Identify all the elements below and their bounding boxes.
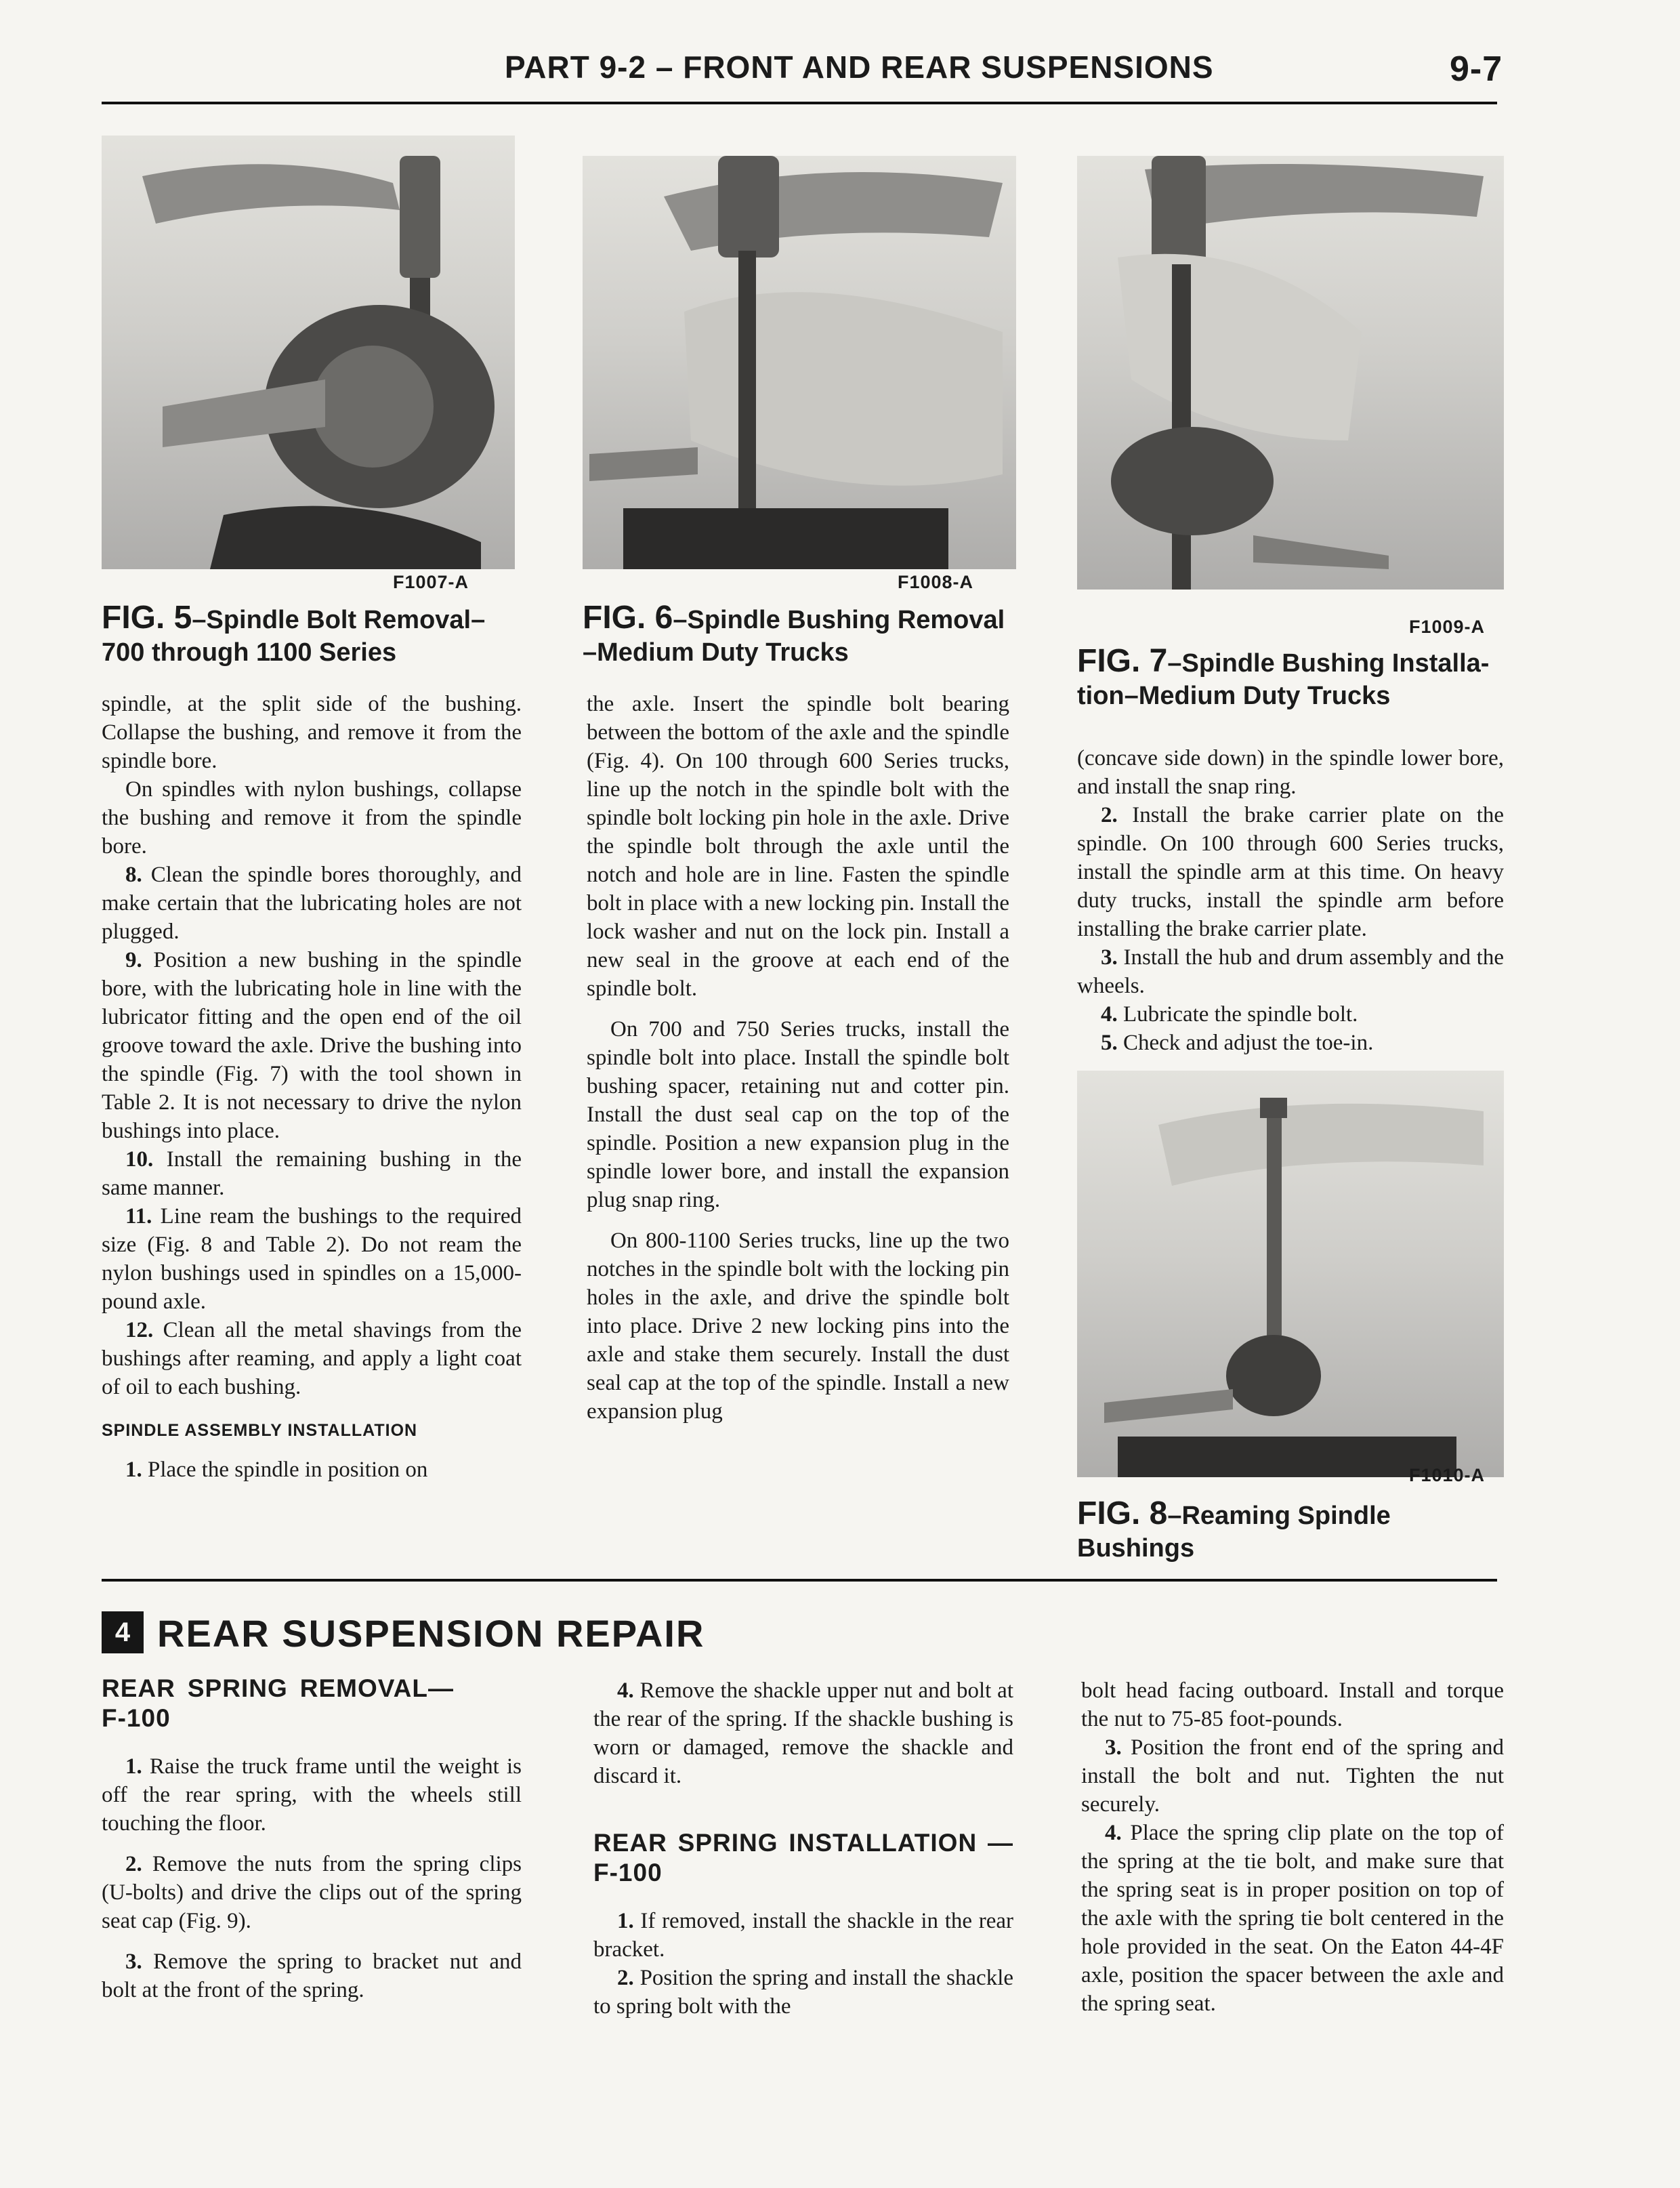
col1-step-11 (102, 1202, 522, 1316)
page-number: 9-7 (1450, 49, 1503, 89)
step-number: 4. (1101, 1002, 1118, 1027)
step-text: Position the front end of the spring and install the bolt and nut. Tighten the nut securely. (1081, 1735, 1504, 1817)
figure-7-caption-text: –Spindle Bushing Installa-tion–Medium Duty Trucks (1077, 649, 1490, 710)
figure-6-number: FIG. 6 (583, 600, 673, 636)
figure-5-caption-text: –Spindle Bolt Removal–700 through 1100 Series (102, 606, 486, 667)
figure-6-caption-text: –Spindle Bushing Removal –Medium Duty Trucks (583, 606, 1005, 667)
rear-col3-paragraph-1: bolt head facing outboard. Install and torque the nut to 75-85 foot-pounds. (1081, 1678, 1504, 1731)
step-text: Position the spring and install the shackle to spring bolt with the (593, 1966, 1014, 2019)
step-number: 12. (125, 1318, 154, 1342)
rear-spring-installation-heading: REAR SPRING INSTALLATION —F-100 (593, 1829, 1013, 1886)
figure-6-code: F1008-A (898, 572, 974, 592)
figure-7-code: F1009-A (1409, 617, 1486, 637)
step-number: 3. (125, 1949, 142, 1974)
step-number: 5. (1101, 1031, 1118, 1055)
step-text: Clean the spindle bores thoroughly, and make certain that the lubricating holes are not plugged. (102, 863, 522, 944)
step-number: 10. (125, 1147, 154, 1172)
rear-removal-step-3 (102, 1947, 522, 2004)
step-text: Position a new bushing in the spindle bore, with the lubricating hole in line with the lubricator fitting and the open end of the oil groove toward the axle. Drive the bushing into the spindle (Fig. 7) with the tool shown in Table 2. It is not necessary to drive the nylon bushings into place. (102, 948, 522, 1143)
col1-step-12 (102, 1316, 522, 1401)
rear-removal-step-2 (102, 1850, 522, 1935)
spindle-bolt-removal-illustration (102, 136, 515, 569)
col3-install-step-4 (1077, 1000, 1504, 1029)
step-text: Remove the shackle upper nut and bolt at the rear of the spring. If the shackle bushing is worn or damaged, remove the shackle and discard it. (593, 1678, 1013, 1788)
step-number: 3. (1101, 945, 1118, 970)
upper-column-1 (102, 690, 522, 1484)
col3-paragraph-1: (concave side down) in the spindle lower bore, and install the snap ring. (1077, 746, 1504, 799)
figure-8-code: F1010-A (1409, 1465, 1486, 1485)
col1-step-10 (102, 1145, 522, 1202)
step-number: 4. (617, 1678, 634, 1703)
step-number: 1. (617, 1909, 634, 1933)
rear-spring-removal-heading: REAR SPRING REMOVAL— F-100 (102, 1674, 454, 1732)
step-number: 11. (125, 1204, 152, 1229)
step-text: Install the brake carrier plate on the spindle. On 100 through 600 Series trucks, install the spindle arm at this time. On heavy duty trucks, install the spindle arm before installing the brake carrier plate. (1077, 803, 1505, 941)
spindle-bushing-installation-illustration (1077, 156, 1504, 590)
running-header: PART 9-2 – FRONT AND REAR SUSPENSIONS (505, 49, 1214, 85)
step-text: Remove the nuts from the spring clips (U-bolts) and drive the clips out of the spring seat cap (Fig. 9). (102, 1852, 522, 1933)
col2-paragraph-2: On 700 and 750 Series trucks, install the spindle bolt into place. Install the spindle bolt bushing spacer, retaining nut and cotter pin. Install the dust seal cap on the top of the spindle. Position a new expansion plug in the spindle lower bore, and install the expansion plug snap ring. (587, 1017, 1009, 1212)
step-text: Install the hub and drum assembly and the wheels. (1077, 945, 1504, 998)
rear-column-1 (102, 1674, 522, 2004)
step-text: Lubricate the spindle bolt. (1123, 1002, 1358, 1027)
figure-5-number: FIG. 5 (102, 600, 192, 636)
step-text: Install the remaining bushing in the same manner. (102, 1147, 522, 1200)
rear-removal-step-4 (593, 1676, 1013, 1790)
header-rule (102, 102, 1497, 104)
section-title: REAR SUSPENSION REPAIR (157, 1612, 705, 1655)
col3-install-step-3 (1077, 943, 1504, 1000)
step-number: 4. (1105, 1821, 1122, 1845)
figure-7-caption (1077, 645, 1497, 712)
step-text: Clean all the metal shavings from the bushings after reaming, and apply a light coat of oil to each bushing. (102, 1318, 522, 1399)
figure-5-caption (102, 602, 522, 669)
rear-column-2 (593, 1676, 1013, 2021)
col3-install-step-5 (1077, 1029, 1504, 1057)
step-text: If removed, install the shackle in the rear bracket. (593, 1909, 1013, 1962)
figure-8-photo (1077, 1071, 1504, 1477)
step-number: 8. (125, 863, 142, 887)
step-text: Line ream the bushings to the required size (Fig. 8 and Table 2). Do not ream the nylon bushings used in spindles on a 15,000-pound axle. (102, 1204, 522, 1314)
rear-install-step-1 (593, 1907, 1013, 1964)
figure-7-number: FIG. 7 (1077, 643, 1168, 679)
rear-install-step-3 (1081, 1733, 1504, 1819)
col3-install-step-2 (1077, 801, 1504, 943)
figure-8-number: FIG. 8 (1077, 1495, 1168, 1531)
figure-7-photo (1077, 156, 1504, 590)
col1-paragraph-2: On spindles with nylon bushings, collapse the bushing and remove it from the spindle bore. (102, 777, 522, 859)
step-number: 9. (125, 948, 142, 972)
figure-5-photo (102, 136, 515, 569)
reaming-spindle-bushings-illustration (1077, 1071, 1504, 1477)
col1-step-9 (102, 946, 522, 1145)
step-text: Place the spring clip plate on the top of the spring at the tie bolt, and make sure that the spring seat is in proper position on top of the axle with the spring tie bolt centered in the hole provided in the seat. On the Eaton 44-4F axle, position the spacer between the axle and the spring seat. (1081, 1821, 1505, 2016)
step-text: Raise the truck frame until the weight is off the rear spring, with the wheels still touching the floor. (102, 1754, 522, 1836)
spindle-assembly-installation-heading: SPINDLE ASSEMBLY INSTALLATION (102, 1421, 418, 1440)
step-text: Check and adjust the toe-in. (1123, 1031, 1374, 1055)
figure-8-caption-text: –Reaming Spindle Bushings (1077, 1502, 1391, 1563)
figure-6-caption (583, 602, 1016, 669)
figure-8-caption (1077, 1495, 1511, 1565)
step-number: 2. (1101, 803, 1118, 827)
step-number: 1. (125, 1458, 142, 1482)
spindle-bushing-removal-illustration (583, 156, 1016, 569)
step-number: 2. (125, 1852, 142, 1876)
rear-column-3 (1081, 1676, 1504, 2018)
rear-install-step-2 (593, 1964, 1013, 2021)
col1-step-8 (102, 861, 522, 946)
col1-install-step-1 (102, 1456, 522, 1484)
rear-removal-step-1 (102, 1752, 522, 1838)
figure-5-code: F1007-A (393, 572, 469, 592)
section-number-badge: 4 (102, 1611, 144, 1653)
section-rule (102, 1579, 1497, 1582)
step-text: Place the spindle in position on (148, 1458, 428, 1482)
upper-column-2 (587, 690, 1009, 1426)
col2-paragraph-3: On 800-1100 Series trucks, line up the two notches in the spindle bolt with the locking pin holes in the axle, and drive the spindle bolt into place. Drive 2 new locking pins into the axle and stake them securely. Install the dust seal cap at the top of the spindle. Install a new expansion plug (587, 1229, 1009, 1424)
step-text: Remove the spring to bracket nut and bolt at the front of the spring. (102, 1949, 522, 2002)
step-number: 1. (125, 1754, 142, 1779)
upper-column-3 (1077, 744, 1504, 1057)
step-number: 2. (617, 1966, 634, 1990)
figure-6-photo (583, 156, 1016, 569)
col2-paragraph-1: the axle. Insert the spindle bolt bearing between the bottom of the axle and the spindle (Fig. 4). On 100 through 600 Series trucks, line up the notch in the spindle bolt with the spindle bolt locking pin hole in the axle. Drive the spindle bolt through the axle until the notch and hole are in line. Fasten the spindle bolt in place with a new locking pin. Install the lock washer and nut on the lock pin. Install a new seal in the groove at each end of the spindle bolt. (587, 692, 1009, 1001)
col1-paragraph-1: spindle, at the split side of the bushing. Collapse the bushing, and remove it from the spindle bore. (102, 692, 522, 773)
rear-install-step-4 (1081, 1819, 1504, 2018)
step-number: 3. (1105, 1735, 1122, 1760)
